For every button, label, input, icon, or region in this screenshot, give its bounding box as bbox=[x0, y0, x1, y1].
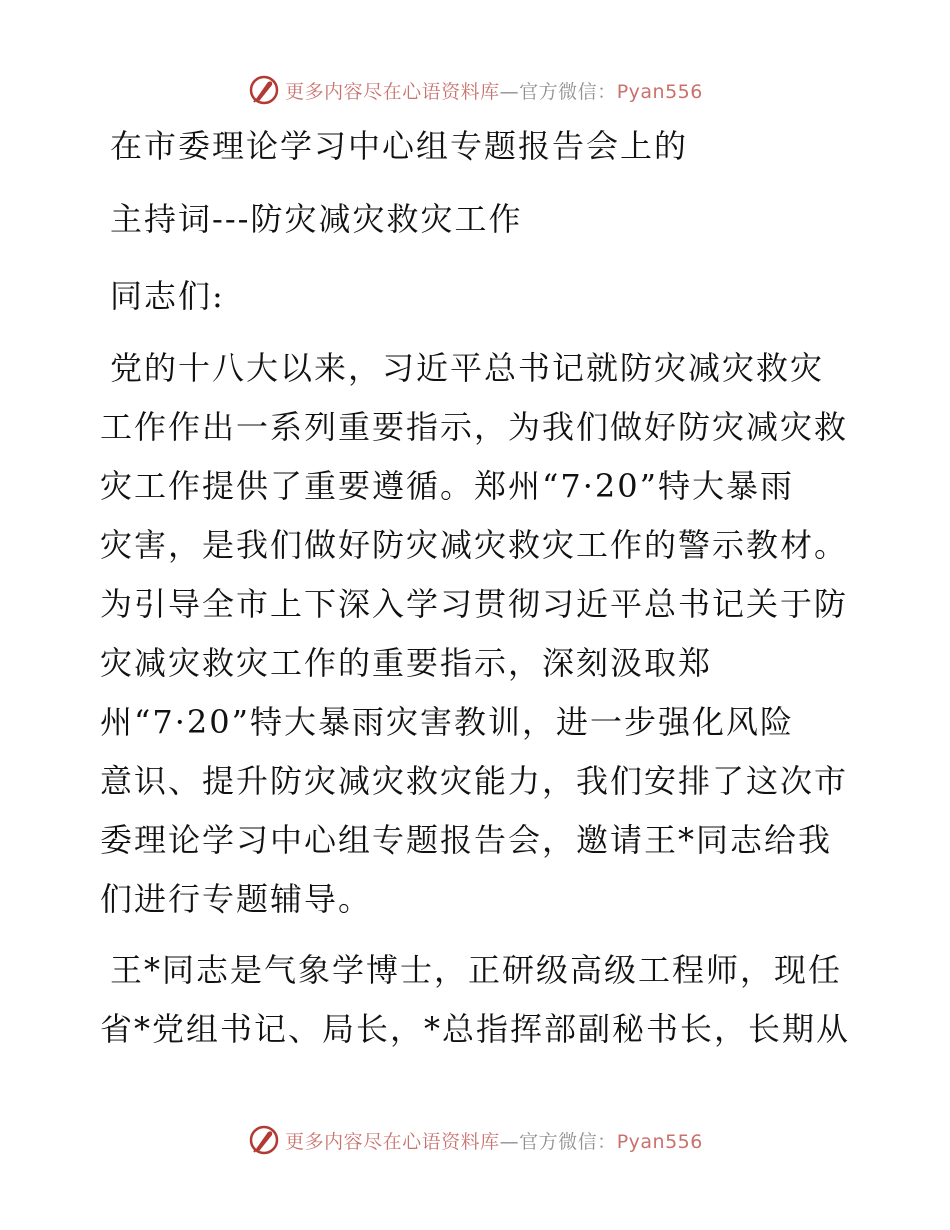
salutation: 同志们: bbox=[110, 277, 225, 315]
watermark-wechat-label: —官方微信： bbox=[499, 80, 617, 103]
paragraph-line: 委理论学习中心组专题报告会，邀请王*同志给我 bbox=[100, 821, 833, 859]
quill-logo-icon bbox=[247, 73, 281, 107]
header-watermark-banner bbox=[0, 70, 950, 110]
paragraph-line: 工作作出一系列重要指示，为我们做好防灾减灾救 bbox=[100, 408, 849, 446]
paragraph-line: 灾工作提供了重要遵循。郑州“7·20”特大暴雨 bbox=[100, 467, 794, 505]
paragraph-line: 省*党组书记、局长，*总指挥部副秘书长，长期从 bbox=[100, 1010, 851, 1048]
watermark-site-name: 更多内容尽在心语资料库 bbox=[285, 1130, 500, 1153]
watermark-wechat-label: —官方微信： bbox=[499, 1130, 617, 1153]
paragraph-line: 党的十八大以来，习近平总书记就防灾减灾救灾 bbox=[110, 349, 825, 387]
paragraph-line: 州“7·20”特大暴雨灾害教训，进一步强化风险 bbox=[100, 703, 794, 741]
watermark-site-name: 更多内容尽在心语资料库 bbox=[285, 80, 500, 103]
document-title-line-1: 在市委理论学习中心组专题报告会上的 bbox=[110, 127, 689, 165]
watermark-text bbox=[285, 1127, 703, 1154]
paragraph-line: 王*同志是气象学博士，正研级高级工程师，现任 bbox=[110, 951, 843, 989]
watermark-text bbox=[285, 77, 703, 104]
footer-watermark-banner bbox=[0, 1120, 950, 1160]
paragraph-line: 们进行专题辅导。 bbox=[100, 880, 373, 918]
document-title-line-2: 主持词---防灾减灾救灾工作 bbox=[110, 200, 523, 238]
watermark-wechat-id: Pyan556 bbox=[616, 80, 703, 103]
quill-logo-icon bbox=[247, 1123, 281, 1157]
watermark-wechat-id: Pyan556 bbox=[616, 1130, 703, 1153]
paragraph-line: 意识、提升防灾减灾救灾能力，我们安排了这次市 bbox=[100, 762, 849, 800]
paragraph-line: 灾减灾救灾工作的重要指示，深刻汲取郑 bbox=[100, 644, 713, 682]
paragraph-line: 灾害，是我们做好防灾减灾救灾工作的警示教材。 bbox=[100, 526, 849, 564]
paragraph-line: 为引导全市上下深入学习贯彻习近平总书记关于防 bbox=[100, 585, 849, 623]
